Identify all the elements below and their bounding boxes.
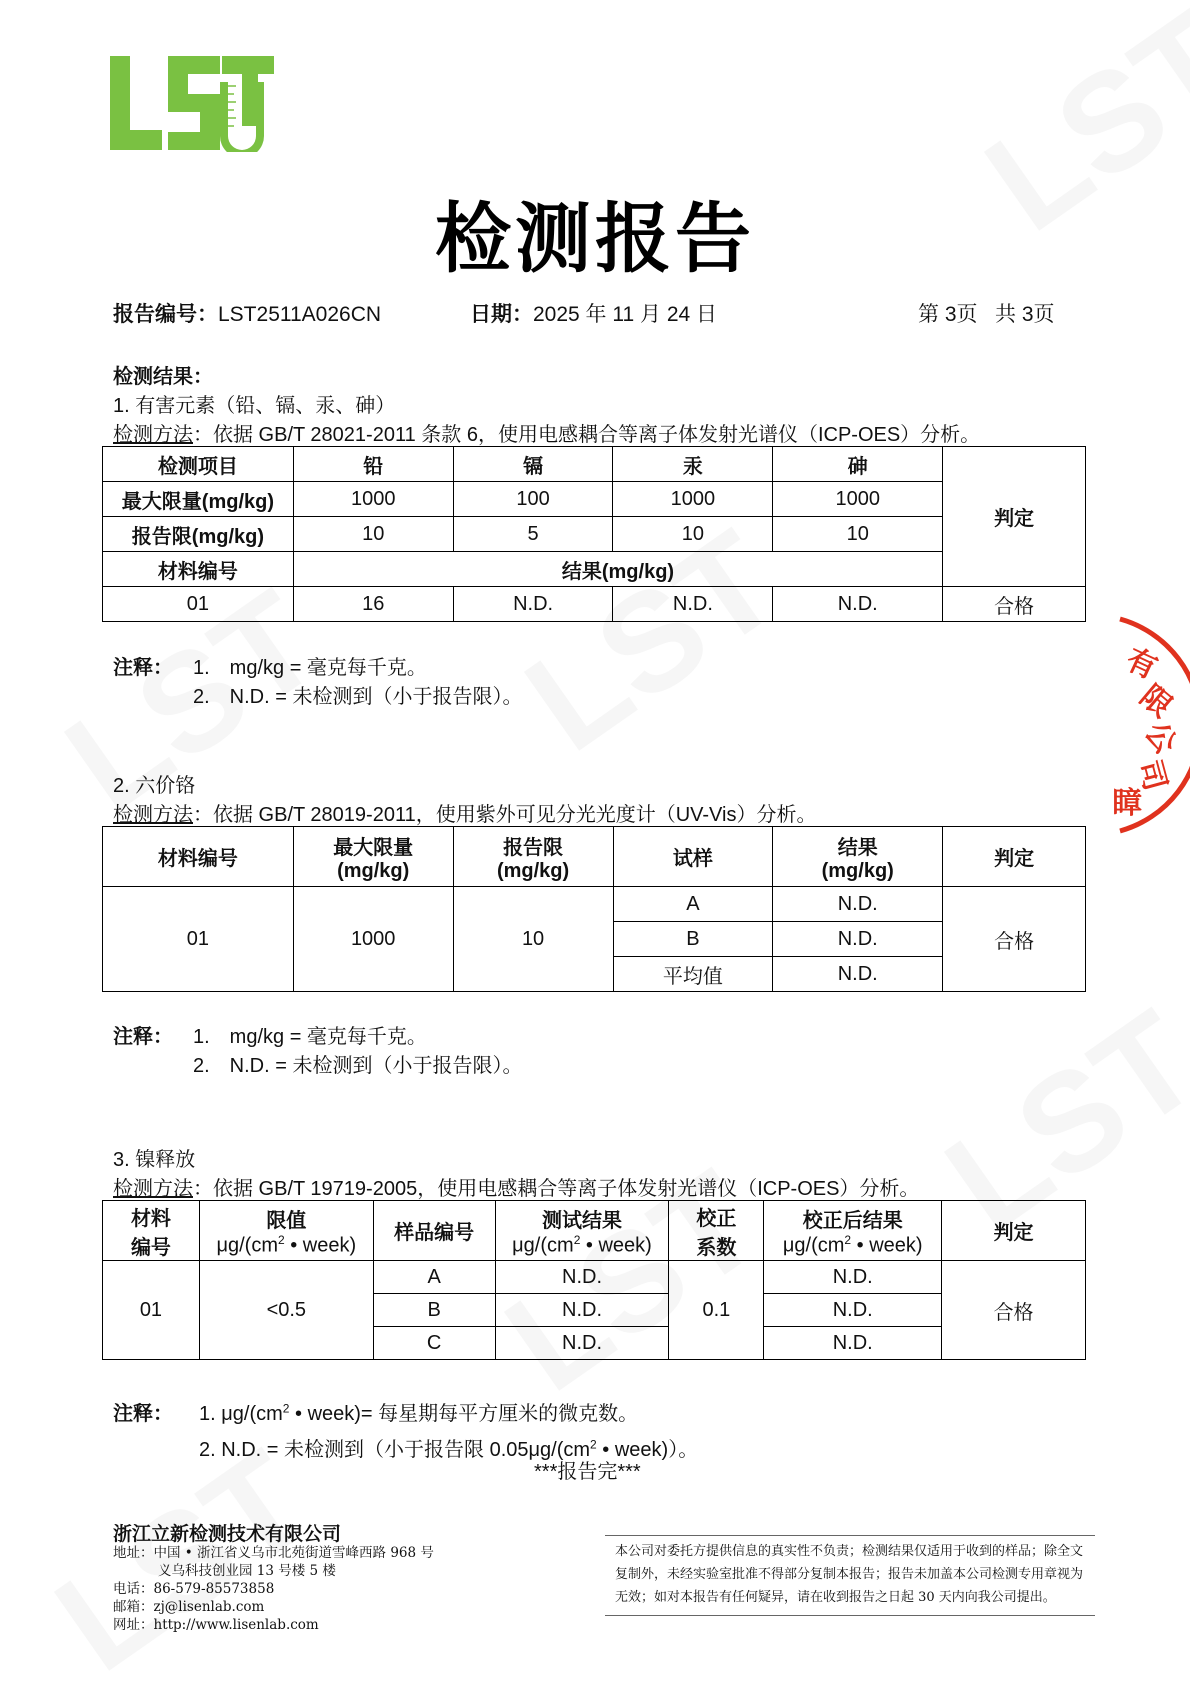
unit-sup: 2 xyxy=(573,1232,581,1247)
sample-name: A xyxy=(613,887,773,922)
report-date xyxy=(470,298,717,328)
header-text: 编号 xyxy=(130,1236,171,1259)
header-text: 最大限量 xyxy=(333,836,414,859)
table-row xyxy=(103,1261,1086,1294)
address xyxy=(113,1544,434,1562)
header-unit: (mg/kg) xyxy=(337,859,410,882)
report-end: ***报告完*** xyxy=(534,1461,641,1483)
header-unit: (mg/kg) xyxy=(496,859,570,882)
reporting-limit-value: 10 xyxy=(613,517,773,552)
report-date-value: 2025 年 11 月 24 日 xyxy=(533,303,718,326)
notes-label: 注释： xyxy=(113,657,173,679)
max-limit-value: 1000 xyxy=(293,887,453,992)
method-label: 检测方法 xyxy=(113,1178,193,1200)
heavy-metals-table xyxy=(102,446,1086,622)
note-text: • week)= 每星期每平方厘米的微克数。 xyxy=(289,1402,639,1425)
hexavalent-chromium-table xyxy=(102,826,1086,992)
header-element: 铅 xyxy=(293,447,453,482)
company-seal xyxy=(1112,615,1190,835)
max-limit-value: 1000 xyxy=(293,482,453,517)
section2-notes xyxy=(113,1020,522,1078)
seal-char: 公 xyxy=(1138,716,1183,761)
method-label: 检测方法 xyxy=(113,424,193,446)
sample-name: A xyxy=(373,1261,495,1294)
max-limit-label: 最大限量(mg/kg) xyxy=(103,482,294,517)
header-sample: 样品编号 xyxy=(373,1201,495,1261)
note-item: 1. mg/kg = 毫克每千克。 xyxy=(193,657,427,679)
page-number: 第 3页 xyxy=(918,303,978,326)
header-text: 校正后结果 xyxy=(802,1209,903,1232)
header-text: 结果 xyxy=(837,836,878,859)
result-value: N.D. xyxy=(773,957,943,992)
company-contact xyxy=(113,1544,434,1634)
report-number-value: LST2511A026CN xyxy=(218,303,382,326)
section3-method xyxy=(113,1172,919,1201)
phone xyxy=(113,1580,434,1598)
note-item: 1. mg/kg = 毫克每千克。 xyxy=(193,1026,427,1048)
note-item xyxy=(199,1403,638,1425)
header-element: 镉 xyxy=(453,447,613,482)
report-date-label: 日期： xyxy=(470,303,533,326)
judge-value: 合格 xyxy=(943,887,1086,992)
test-result: N.D. xyxy=(495,1261,669,1294)
note-text: 2. N.D. = 未检测到（小于报告限 0.05μg/(cm xyxy=(199,1439,591,1462)
result-value: 16 xyxy=(293,587,453,622)
header-text: 系数 xyxy=(696,1236,737,1259)
method-text: ：依据 GB/T 19719-2005，使用电感耦合等离子体发射光谱仪（ICP-OES）分析。 xyxy=(193,1178,920,1200)
header-max-limit xyxy=(293,827,453,887)
section1-method xyxy=(113,418,980,447)
address-line: 中国 • 浙江省义乌市北苑街道雪峰西路 968 号 xyxy=(153,1545,434,1561)
sample-name: B xyxy=(613,922,773,957)
header-limit xyxy=(199,1201,373,1261)
material-number: 01 xyxy=(103,587,294,622)
section3-title: 3. 镍释放 xyxy=(113,1149,196,1171)
header-text: 校正 xyxy=(696,1207,737,1230)
max-limit-value: 1000 xyxy=(773,482,943,517)
header-judge: 判定 xyxy=(942,1201,1086,1261)
unit: • week) xyxy=(284,1234,357,1257)
email xyxy=(113,1598,434,1616)
header-text: 报告限 xyxy=(503,836,564,859)
result-value: N.D. xyxy=(613,587,773,622)
header-test-item: 检测项目 xyxy=(103,447,294,482)
website-link[interactable]: http://www.lisenlab.com xyxy=(153,1617,319,1633)
table-row xyxy=(103,887,1086,922)
section1-notes xyxy=(113,651,522,709)
notes-label: 注释： xyxy=(113,1026,173,1048)
address-line: 义乌科技创业园 13 号楼 5 楼 xyxy=(158,1563,336,1579)
corrected-result: N.D. xyxy=(764,1327,942,1360)
header-element: 汞 xyxy=(613,447,773,482)
test-result: N.D. xyxy=(495,1294,669,1327)
method-text: ：依据 GB/T 28021-2011 条款 6，使用电感耦合等离子体发射光谱仪（ICP-OES）分析。 xyxy=(193,424,981,446)
result-label: 结果(mg/kg) xyxy=(293,552,942,587)
corrected-result: N.D. xyxy=(764,1261,942,1294)
page-indicator xyxy=(918,298,1055,328)
material-number: 01 xyxy=(103,1261,200,1360)
section2-method xyxy=(113,798,816,827)
result-value: N.D. xyxy=(773,587,943,622)
email-link[interactable]: zj@lisenlab.com xyxy=(153,1599,265,1615)
method-label: 检测方法 xyxy=(113,804,193,826)
sample-name: C xyxy=(373,1327,495,1360)
header-judge: 判定 xyxy=(943,827,1086,887)
result-value: N.D. xyxy=(773,887,943,922)
max-limit-value: 100 xyxy=(453,482,613,517)
unit-sup: 2 xyxy=(844,1232,852,1247)
note-text: • week)）。 xyxy=(596,1439,699,1462)
header-material: 材料编号 xyxy=(103,827,294,887)
header-judge: 判定 xyxy=(943,447,1086,587)
note-item: 2. N.D. = 未检测到（小于报告限）。 xyxy=(193,686,523,708)
seal-char: 瞕 xyxy=(1112,787,1142,820)
method-text: ：依据 GB/T 28019-2011，使用紫外可见分光光度计（UV-Vis）分析。 xyxy=(193,804,817,826)
report-title: 检测报告 xyxy=(435,194,755,283)
header-test-result xyxy=(495,1201,669,1261)
seal-char: 司 xyxy=(1132,756,1172,795)
reporting-limit-value: 5 xyxy=(453,517,613,552)
note-sup: 2 xyxy=(282,1401,290,1415)
reporting-limit-value: 10 xyxy=(773,517,943,552)
note-item: 2. N.D. = 未检测到（小于报告限）。 xyxy=(193,1055,523,1077)
result-value: N.D. xyxy=(773,922,943,957)
address-label: 地址： xyxy=(113,1545,154,1561)
test-result: N.D. xyxy=(495,1327,669,1360)
seal-char: 有 xyxy=(1120,642,1163,686)
header-corrected xyxy=(764,1201,942,1261)
header-element: 砷 xyxy=(773,447,943,482)
judge-value: 合格 xyxy=(942,1261,1086,1360)
max-limit-value: 1000 xyxy=(613,482,773,517)
unit-sup: 2 xyxy=(278,1232,285,1247)
note-sup: 2 xyxy=(590,1437,597,1452)
header-material xyxy=(103,1201,200,1261)
reporting-limit-label: 报告限(mg/kg) xyxy=(103,517,294,552)
report-number xyxy=(113,298,381,328)
unit: • week) xyxy=(851,1234,923,1257)
header-unit: (mg/kg) xyxy=(821,859,894,882)
nickel-release-table xyxy=(102,1200,1086,1360)
header-text: 测试结果 xyxy=(542,1209,622,1232)
note-text: 1. μg/(cm xyxy=(199,1402,283,1425)
reporting-limit-value: 10 xyxy=(453,887,613,992)
limit-value: <0.5 xyxy=(199,1261,373,1360)
disclaimer: 本公司对委托方提供信息的真实性不负责；检测结果仅适用于收到的样品；除全文复制外，未经实验室批准不得部分复制本报告；报告未加盖本公司检测专用章视为无效；如对本报告有任何疑异，请在收到报告之日起 30 天内向我公司提出。 xyxy=(605,1535,1095,1616)
unit: • week) xyxy=(580,1234,652,1257)
result-value: N.D. xyxy=(453,587,613,622)
header-text: 限值 xyxy=(266,1209,307,1232)
seal-char: 限 xyxy=(1133,679,1178,725)
header-sample: 试样 xyxy=(613,827,773,887)
header-reporting-limit xyxy=(453,827,613,887)
lst-logo xyxy=(110,56,274,152)
results-heading: 检测结果： xyxy=(113,366,213,388)
corrected-result: N.D. xyxy=(764,1294,942,1327)
header-text: 材料 xyxy=(130,1207,171,1230)
website xyxy=(113,1616,434,1634)
material-number-label: 材料编号 xyxy=(103,552,294,587)
unit: μg/(cm xyxy=(782,1234,845,1257)
sample-name: B xyxy=(373,1294,495,1327)
section1-title: 1. 有害元素（铅、镉、汞、砷） xyxy=(113,395,396,417)
correction-factor: 0.1 xyxy=(669,1261,764,1360)
notes-label: 注释： xyxy=(113,1402,173,1425)
email-label: 邮箱： xyxy=(113,1599,154,1615)
sample-name: 平均值 xyxy=(613,957,773,992)
unit: μg/(cm xyxy=(512,1234,574,1257)
website-label: 网址： xyxy=(113,1617,154,1633)
table-row xyxy=(103,587,1086,622)
material-number: 01 xyxy=(103,887,294,992)
judge-value: 合格 xyxy=(943,587,1086,622)
header-factor xyxy=(669,1201,764,1261)
unit: μg/(cm xyxy=(216,1234,278,1257)
section2-title: 2. 六价铬 xyxy=(113,775,196,797)
company-name: 浙江立新检测技术有限公司 xyxy=(113,1523,342,1545)
reporting-limit-value: 10 xyxy=(293,517,453,552)
header-result xyxy=(773,827,943,887)
phone-value: 86-579-85573858 xyxy=(153,1581,275,1597)
report-number-label: 报告编号： xyxy=(113,303,218,326)
page-total: 共 3页 xyxy=(995,303,1055,326)
phone-label: 电话： xyxy=(113,1581,154,1597)
